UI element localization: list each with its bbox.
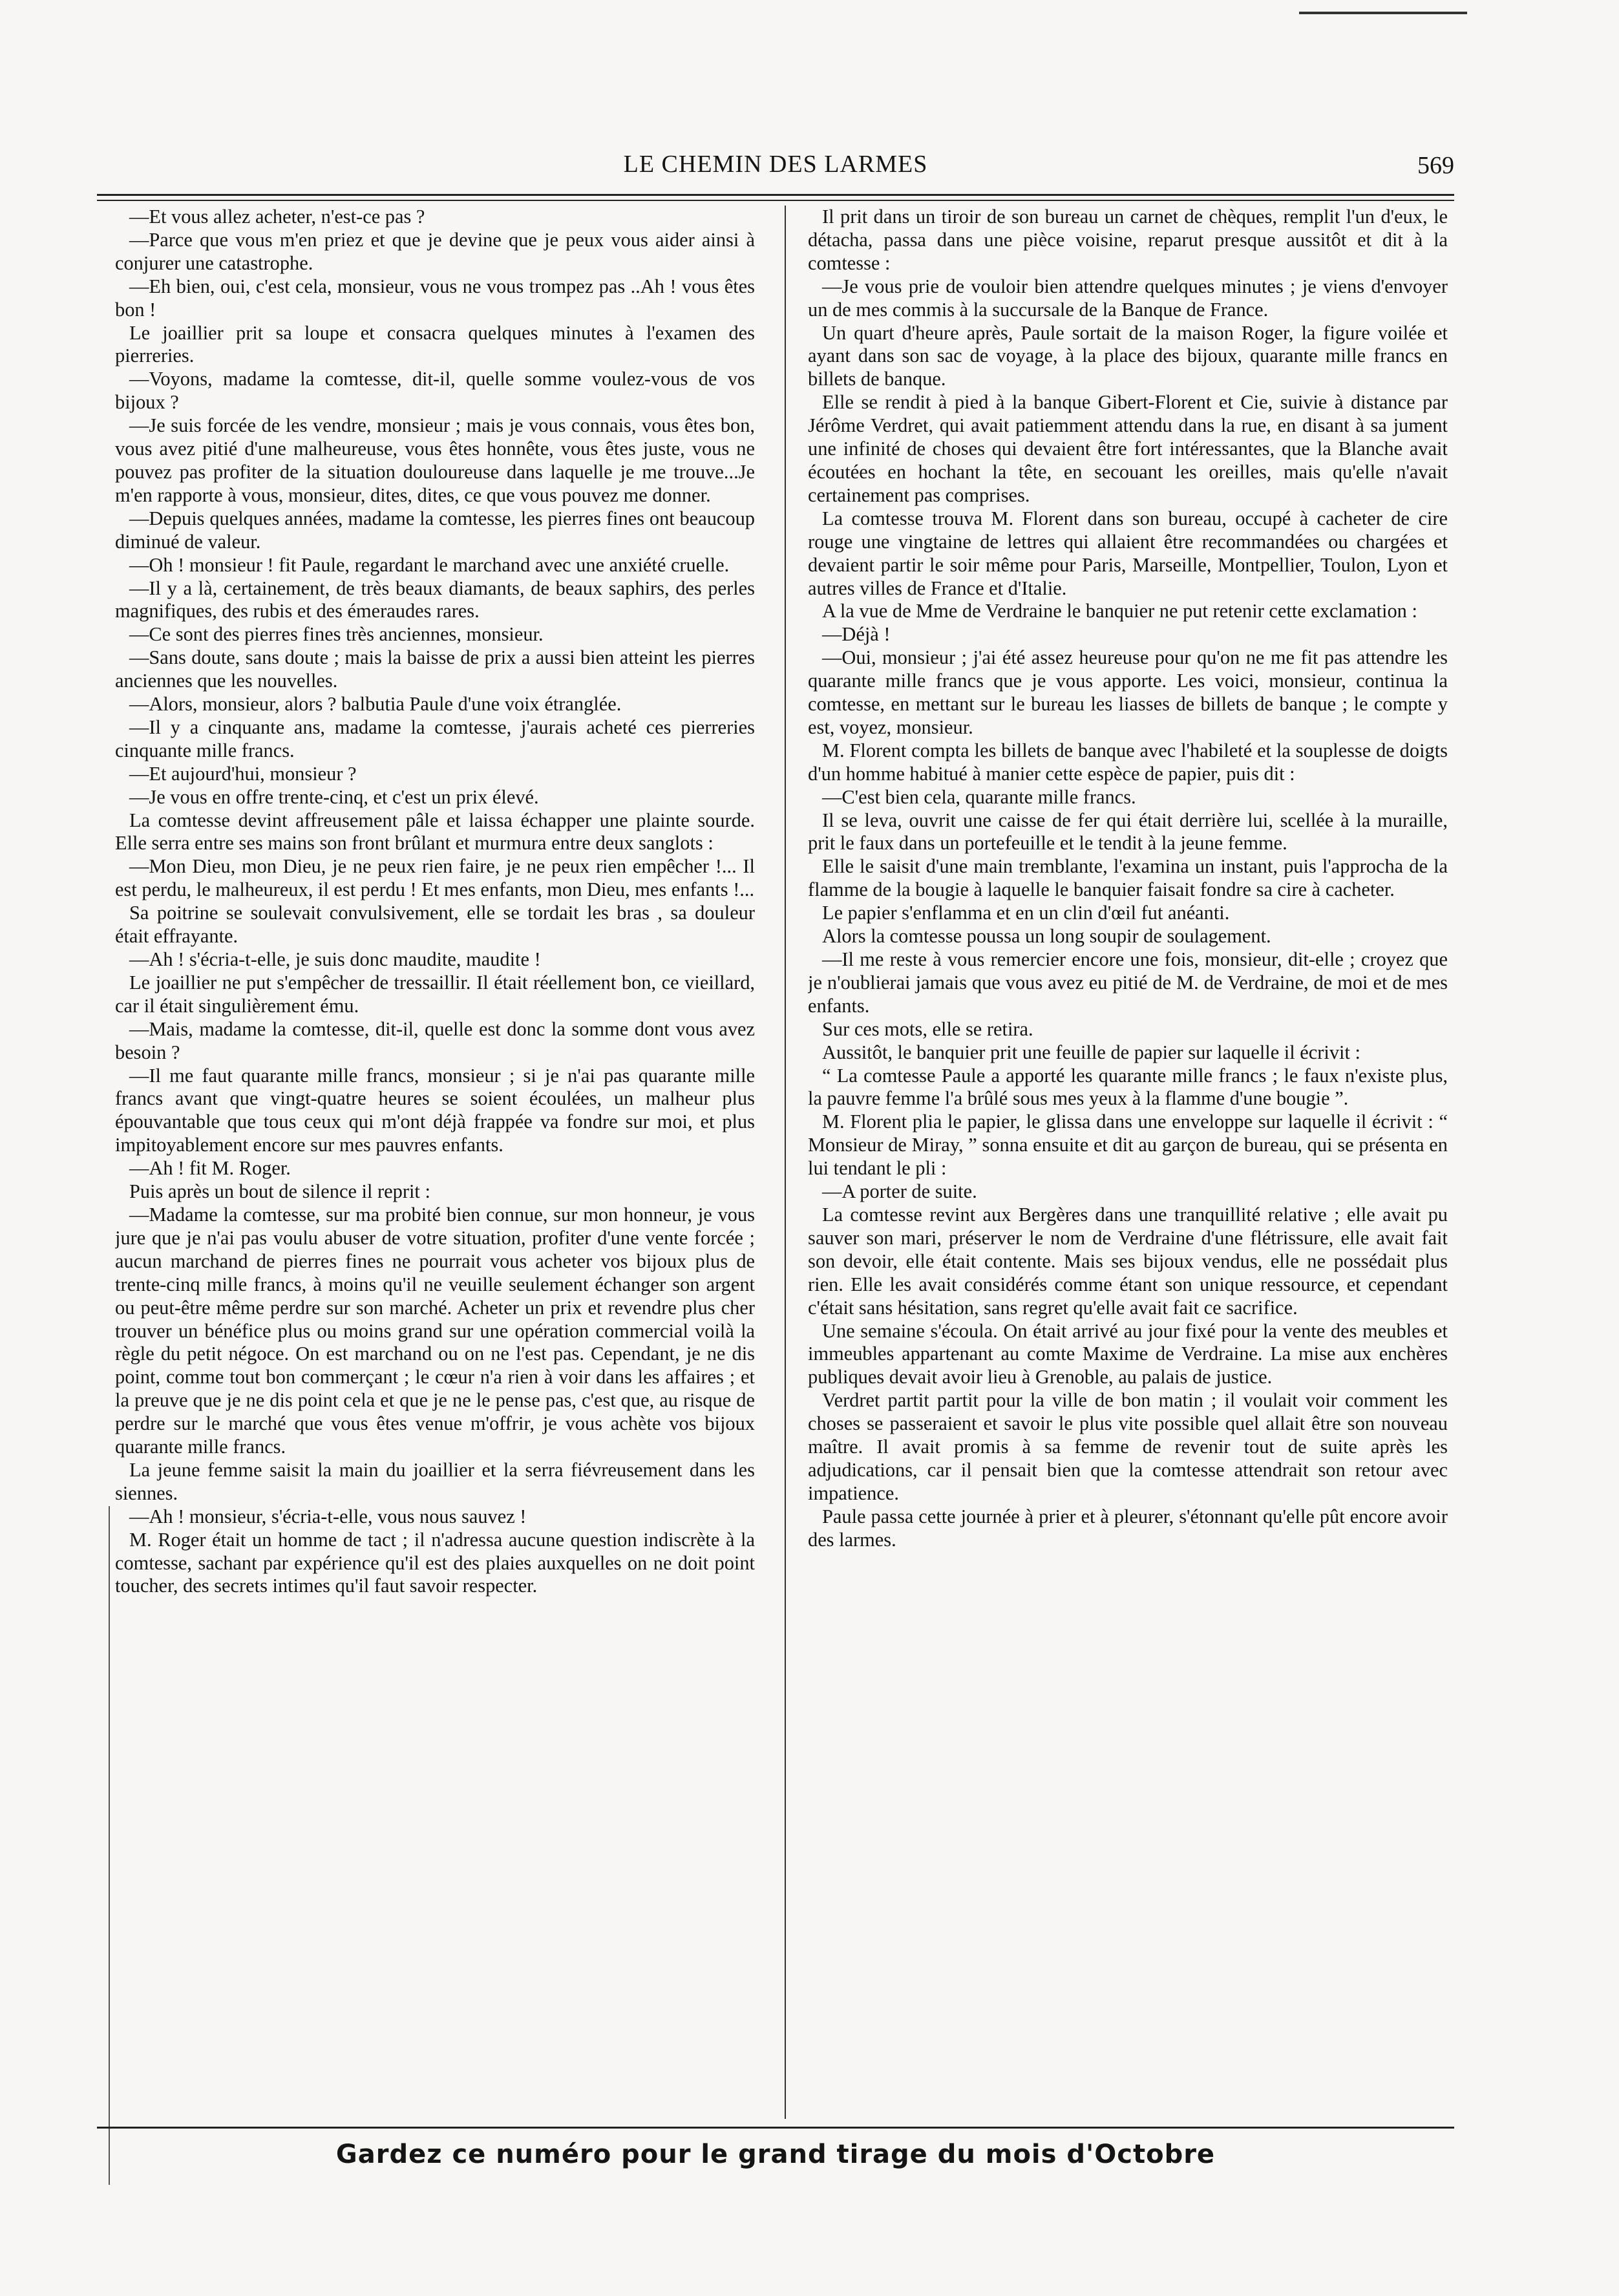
paragraph: —Déjà ! xyxy=(822,623,891,646)
right-column xyxy=(808,206,1448,2119)
paragraph: —Je vous prie de vouloir bien attendre quelques minutes ; je viens d'envoyer un de mes commis à la succursale de la Banque de France. xyxy=(808,275,1448,321)
paragraph: —Madame la comtesse, sur ma probité bien connue, sur mon honneur, je vous jure que je n'ai pas voulu abuser de votre situation, profiter d'une vente forcée ; aucun marchand de pierres fines ne pourrait vous acheter vos bijoux plus de trente-cinq mille francs, à moins qu'il ne veuille seulement échanger son argent ou peut-être même perdre sur son marché. Acheter un prix et revendre plus cher trouver un bénéfice plus ou moins grand sur une opération commercial voilà la règle du petit négoce. On est marchand ou on ne l'est pas. Cependant, je ne dis point, comme tout bon commerçant ; le cœur n'a rien à voir dans les affaires ; et la preuve que je ne dis point cela et que je ne le pense pas, c'est que, au risque de perdre sur le marché que vous êtes venue m'offrir, je vous achète vos bijoux quarante mille francs. xyxy=(115,1203,755,1458)
paragraph: La comtesse revint aux Bergères dans une tranquillité relative ; elle avait pu sauver son mari, préserver le nom de Verdraine d'une flétrissure, elle avait fait son devoir, elle était contente. Mais ses bijoux vendus, elle ne possédait plus rien. Elle les avait considérés comme étant son unique ressource, et cependant c'était sans hésitation, sans regret qu'elle avait fait ce sacrifice. xyxy=(808,1203,1448,1319)
paragraph: —Oui, monsieur ; j'ai été assez heureuse pour qu'on ne me fit pas attendre les quarante mille francs que je vous apporte. Les voici, monsieur, continua la comtesse, en mettant sur le bureau les liasses de billets de banque ; le compte y est, voyez, monsieur. xyxy=(808,646,1448,738)
paragraph: —Oh ! monsieur ! fit Paule, regardant le marchand avec une anxiété cruelle. xyxy=(129,553,730,576)
paragraph: —Ah ! monsieur, s'écria-t-elle, vous nous sauvez ! xyxy=(129,1505,527,1527)
footer-rule xyxy=(97,2127,1454,2129)
paragraph: —Ce sont des pierres fines très anciennes, monsieur. xyxy=(129,623,544,646)
header-double-rule xyxy=(97,194,1454,201)
top-corner-rule xyxy=(1299,12,1467,14)
paragraph: —Ah ! s'écria-t-elle, je suis donc maudite, maudite ! xyxy=(129,948,541,970)
paragraph: Sur ces mots, elle se retira. xyxy=(822,1017,1033,1040)
paragraph: Il se leva, ouvrit une caisse de fer qui était derrière lui, scellée à la muraille, prit le faux dans un portefeuille et le tendit à la jeune femme. xyxy=(808,809,1448,855)
page-number: 569 xyxy=(1417,152,1454,179)
paragraph: —Eh bien, oui, c'est cela, monsieur, vous ne vous trompez pas ..Ah ! vous êtes bon ! xyxy=(115,275,755,321)
paragraph: —Alors, monsieur, alors ? balbutia Paule d'une voix étranglée. xyxy=(129,693,622,716)
paragraph: —Parce que vous m'en priez et que je devine que je peux vous aider ainsi à conjurer une catastrophe. xyxy=(115,228,755,274)
text-columns xyxy=(115,206,1448,2119)
paragraph: —Voyons, madame la comtesse, dit-il, quelle somme voulez-vous de vos bijoux ? xyxy=(115,368,755,414)
paragraph: Paule passa cette journée à prier et à pleurer, s'étonnant qu'elle pût encore avoir des larmes. xyxy=(808,1505,1448,1551)
paragraph: Puis après un bout de silence il reprit : xyxy=(129,1180,430,1203)
paragraph: M. Roger était un homme de tact ; il n'adressa aucune question indiscrète à la comtesse, sachant par expérience qu'il est des plaies auxquelles on ne doit point toucher, des secrets intimes qu'il faut savoir respecter. xyxy=(115,1528,755,1597)
paragraph: —Sans doute, sans doute ; mais la baisse de prix a aussi bien atteint les pierres anciennes que les nouvelles. xyxy=(115,646,755,692)
binding-margin-rule xyxy=(109,1506,110,2185)
paragraph: Une semaine s'écoula. On était arrivé au jour fixé pour la vente des meubles et immeubles appartenant au comte Maxime de Verdraine. La mise aux enchères publiques devait avoir lieu à Grenoble, au palais de justice. xyxy=(808,1319,1448,1388)
paragraph: La comtesse devint affreusement pâle et laissa échapper une plainte sourde. Elle serra entre ses mains son front brûlant et murmura entre deux sanglots : xyxy=(115,809,755,855)
paragraph: —Et vous allez acheter, n'est-ce pas ? xyxy=(129,206,425,228)
paragraph: Le papier s'enflamma et en un clin d'œil fut anéanti. xyxy=(822,902,1230,924)
paragraph: —Je vous en offre trente-cinq, et c'est un prix élevé. xyxy=(129,785,539,808)
paragraph: —Ah ! fit M. Roger. xyxy=(129,1157,291,1180)
paragraph: M. Florent compta les billets de banque avec l'habileté et la souplesse de doigts d'un homme habitué à manier cette espèce de papier, puis dit : xyxy=(808,739,1448,785)
paragraph: —Mais, madame la comtesse, dit-il, quelle est donc la somme dont vous avez besoin ? xyxy=(115,1017,755,1063)
paragraph: —Il me faut quarante mille francs, monsieur ; si je n'ai pas quarante mille francs avant que vingt-quatre heures se soient écoulées, un malheur plus épouvantable que tous ceux qui m'ont déjà frappée va fondre sur moi, et plus impitoyablement encore sur mes pauvres enfants. xyxy=(115,1064,755,1156)
paragraph: —Il y a cinquante ans, madame la comtesse, j'aurais acheté ces pierreries cinquante mille francs. xyxy=(115,716,755,761)
paragraph: —Je suis forcée de les vendre, monsieur ; mais je vous connais, vous êtes bon, vous avez pitié d'une malheureuse, vous êtes honnête, vous êtes juste, vous ne pouvez pas profiter de la situation douloureuse dans laquelle je me trouve...Je m'en rapporte à vous, monsieur, dites, dites, ce que vous pouvez me donner. xyxy=(115,414,755,506)
paragraph: La jeune femme saisit la main du joaillier et la serra fiévreusement dans les siennes. xyxy=(115,1458,755,1504)
paragraph: —A porter de suite. xyxy=(822,1180,977,1203)
paragraph: Un quart d'heure après, Paule sortait de la maison Roger, la figure voilée et ayant dans son sac de voyage, à la place des bijoux, quarante mille francs en billets de banque. xyxy=(808,321,1448,390)
paragraph: —Depuis quelques années, madame la comtesse, les pierres fines ont beaucoup diminué de valeur. xyxy=(115,507,755,553)
paragraph: La comtesse trouva M. Florent dans son bureau, occupé à cacheter de cire rouge une vingtaine de lettres qui allaient être recommandées ou chargées et devaient partir le soir même pour Paris, Marseille, Montpellier, Toulon, Lyon et autres villes de France et d'Italie. xyxy=(808,507,1448,599)
paragraph: Elle se rendit à pied à la banque Gibert-Florent et Cie, suivie à distance par Jérôme Verdret, qui avait patiemment attendu dans la rue, en disant à sa jument une infinité de choses qui devaient être fort intéressantes, que la Blanche avait écoutées en hochant la tête, en secouant les oreilles, mais qu'elle n'avait certainement pas comprises. xyxy=(808,391,1448,506)
page-header xyxy=(97,150,1454,189)
paragraph: A la vue de Mme de Verdraine le banquier ne put retenir cette exclamation : xyxy=(822,600,1417,622)
left-column xyxy=(115,206,755,2119)
footer-note: Gardez ce numéro pour le grand tirage du mois d'Octobre xyxy=(335,2140,1216,2169)
paragraph: Verdret partit partit pour la ville de bon matin ; il voulait voir comment les choses se passeraient et savoir le plus vite possible quel allait être son nouveau maître. Il avait promis à sa femme de revenir tout de suite après les adjudications, car il pensait bien que la comtesse attendrait son retour avec impatience. xyxy=(808,1389,1448,1504)
paragraph: Elle le saisit d'une main tremblante, l'examina un instant, puis l'approcha de la flamme de la bougie à laquelle le banquier faisait fondre sa cire à cacheter. xyxy=(808,855,1448,901)
paragraph: Il prit dans un tiroir de son bureau un carnet de chèques, remplit l'un d'eux, le détacha, passa dans une pièce voisine, reparut presque aussitôt et dit à la comtesse : xyxy=(808,206,1448,274)
column-divider xyxy=(785,206,786,2119)
paragraph: —Il y a là, certainement, de très beaux diamants, de beaux saphirs, des perles magnifiques, des rubis et des émeraudes rares. xyxy=(115,577,755,622)
paragraph: —Il me reste à vous remercier encore une fois, monsieur, dit-elle ; croyez que je n'oublierai jamais que vous avez eu pitié de M. de Verdraine, de moi et de mes enfants. xyxy=(808,948,1448,1017)
paragraph: —C'est bien cela, quarante mille francs. xyxy=(822,785,1136,808)
paragraph: Sa poitrine se soulevait convulsivement, elle se tordait les bras , sa douleur était effrayante. xyxy=(115,902,755,948)
paragraph: M. Florent plia le papier, le glissa dans une enveloppe sur laquelle il écrivit : “ Monsieur de Miray, ” sonna ensuite et dit au garçon de bureau, qui se présenta en lui tendant le pli : xyxy=(808,1111,1448,1180)
paragraph: Alors la comtesse poussa un long soupir de soulagement. xyxy=(822,925,1271,948)
paragraph: —Et aujourd'hui, monsieur ? xyxy=(129,762,357,785)
paragraph: Aussitôt, le banquier prit une feuille de papier sur laquelle il écrivit : xyxy=(822,1041,1360,1063)
paragraph: —Mon Dieu, mon Dieu, je ne peux rien faire, je ne peux rien empêcher !... Il est perdu, le malheureux, il est perdu ! Et mes enfants, mon Dieu, mes enfants !... xyxy=(115,855,755,901)
running-title: LE CHEMIN DES LARMES xyxy=(623,151,928,178)
paragraph: “ La comtesse Paule a apporté les quarante mille francs ; le faux n'existe plus, la pauvre femme l'a brûlé sous mes yeux à la flamme d'une bougie ”. xyxy=(808,1064,1448,1110)
paragraph: Le joaillier prit sa loupe et consacra quelques minutes à l'examen des pierreries. xyxy=(115,321,755,367)
paragraph: Le joaillier ne put s'empêcher de tressaillir. Il était réellement bon, ce vieillard, car il était singulièrement ému. xyxy=(115,971,755,1017)
